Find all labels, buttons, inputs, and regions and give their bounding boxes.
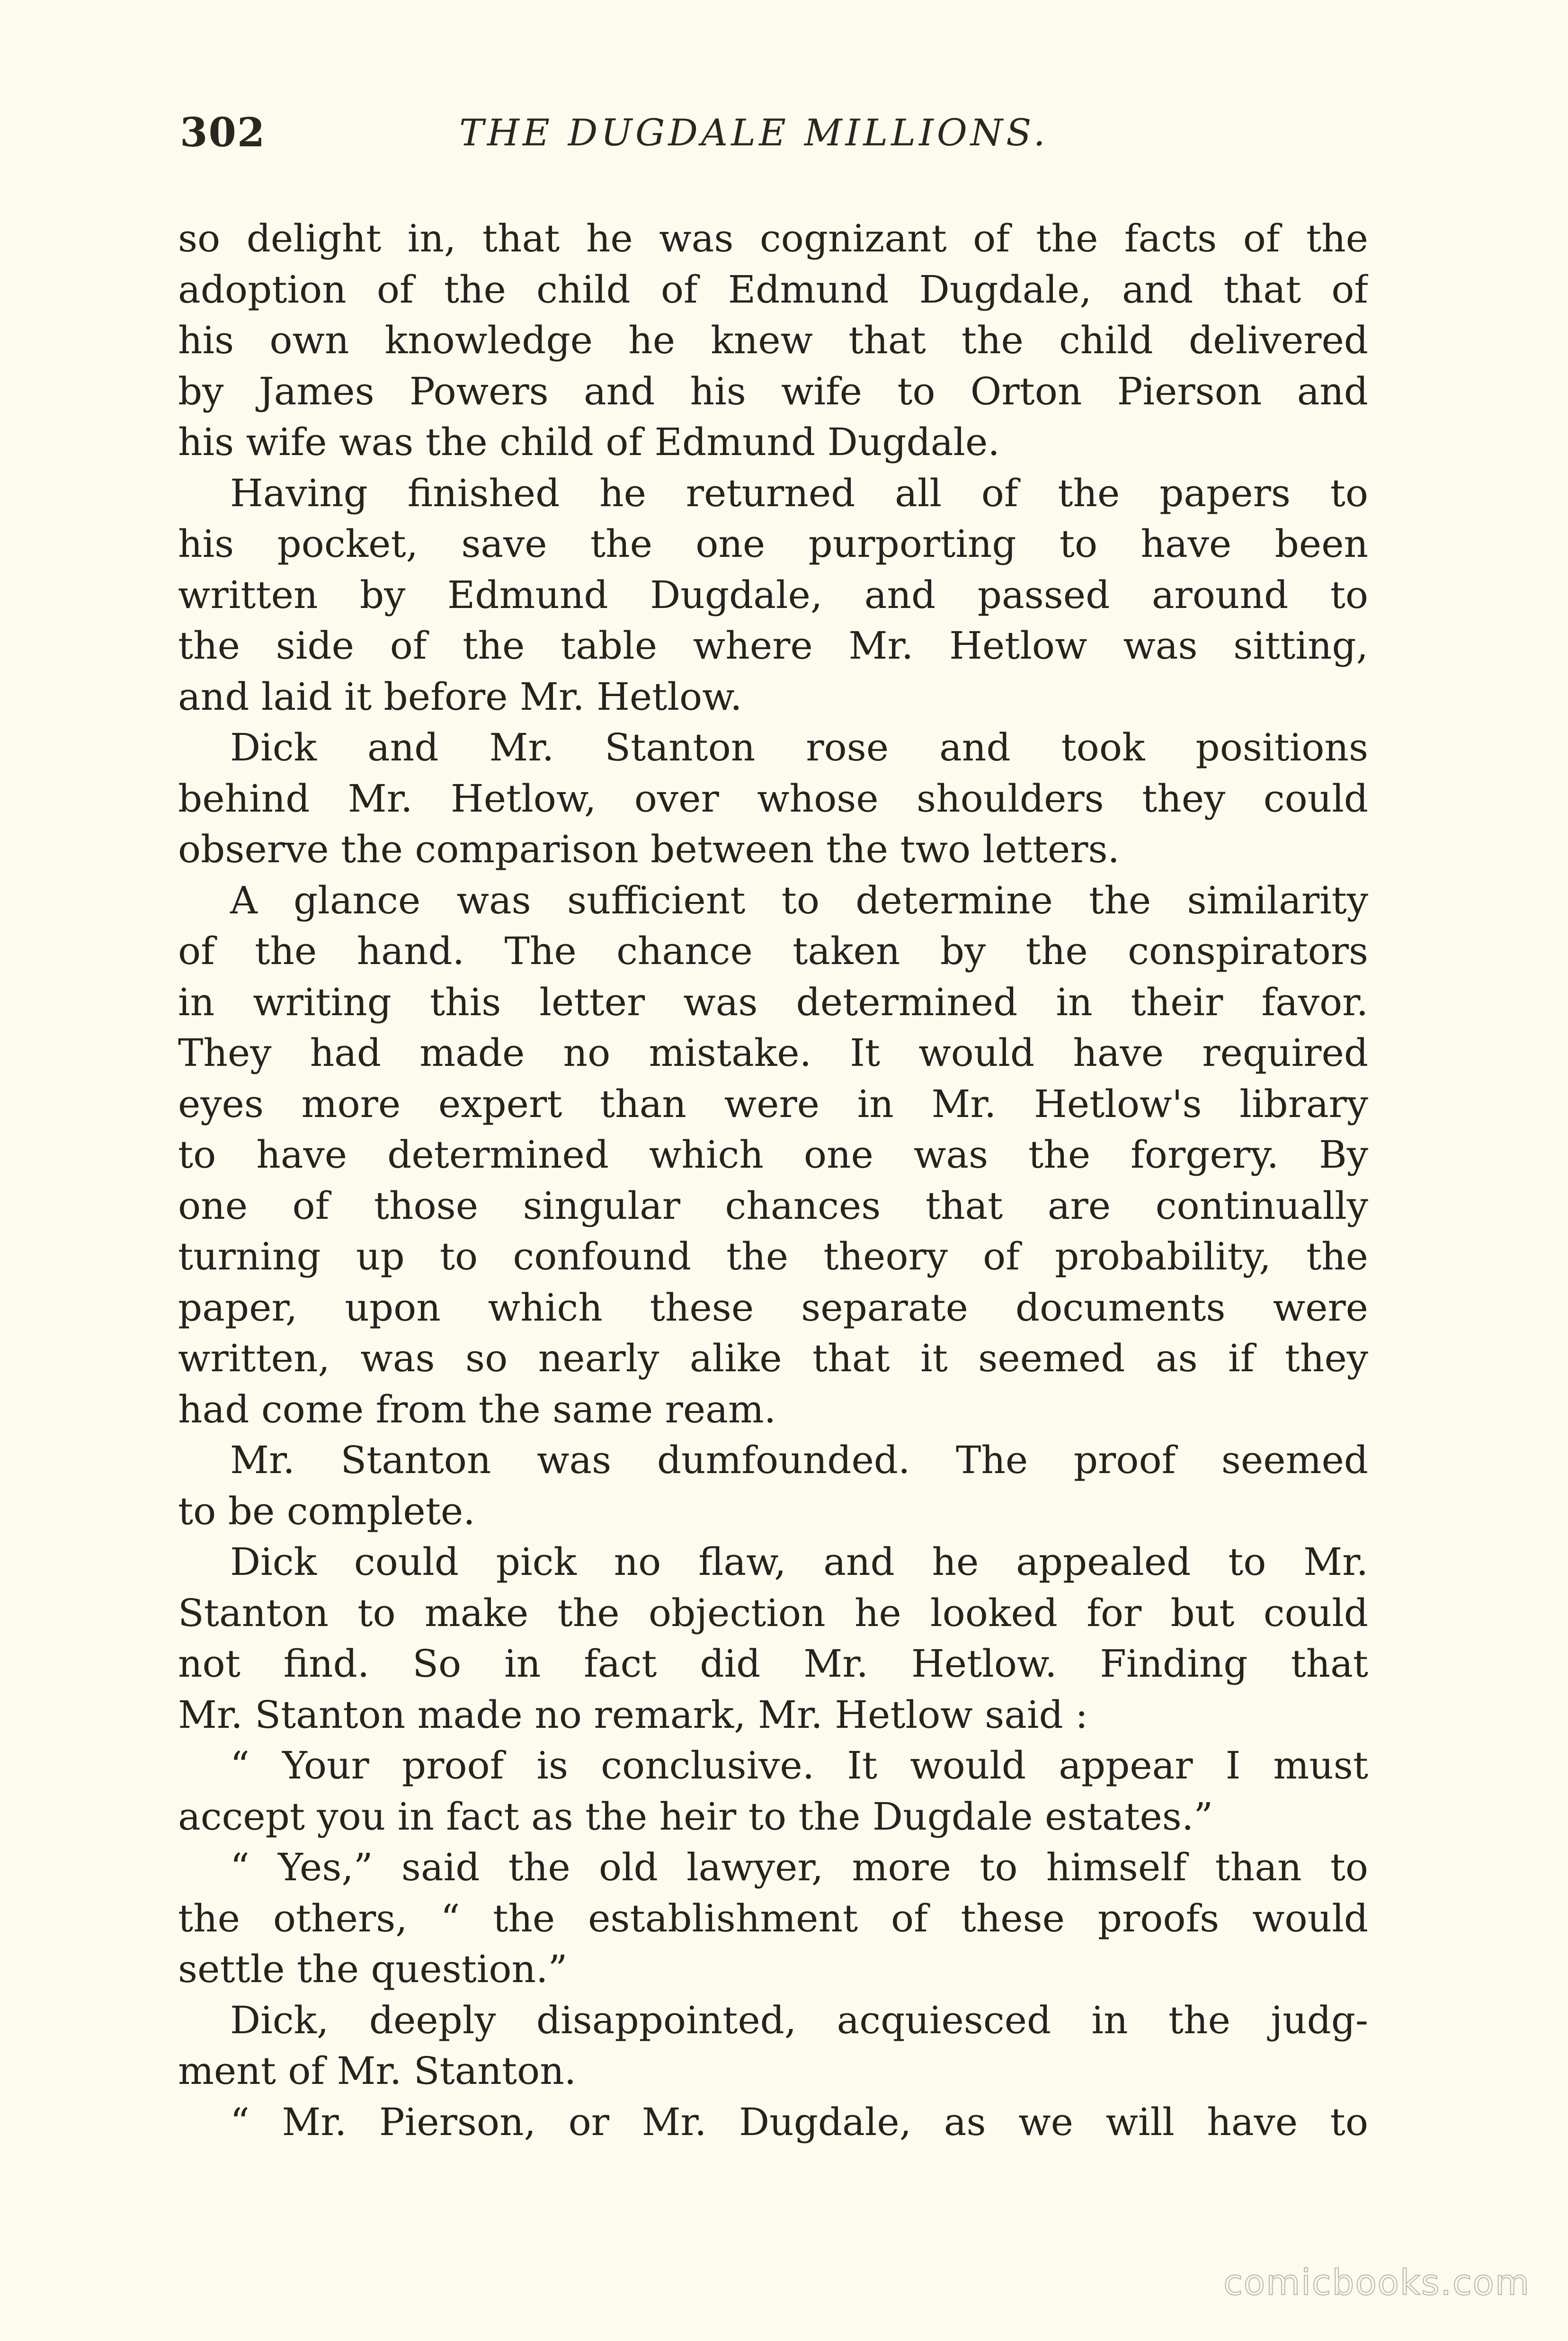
text-line: in writing this letter was determined in their favor. <box>178 980 1368 1024</box>
text-line: Dick, deeply disappointed, acquiesced in the judg- <box>230 1998 1368 2042</box>
text-line: his wife was the child of Edmund Dugdale. <box>178 420 1000 464</box>
text-line: behind Mr. Hetlow, over whose shoulders they could <box>178 776 1368 821</box>
text-line: had come from the same ream. <box>178 1387 776 1431</box>
text-line: accept you in fact as the heir to the Dugdale estates.” <box>178 1794 1213 1839</box>
text-line: “ Yes,” said the old lawyer, more to himself than to <box>230 1845 1368 1889</box>
text-line: one of those singular chances that are continually <box>178 1183 1368 1228</box>
text-line: so delight in, that he was cognizant of the facts of the <box>178 216 1368 260</box>
running-head <box>180 109 1368 170</box>
text-line: They had made no mistake. It would have required <box>178 1031 1368 1075</box>
text-line: adoption of the child of Edmund Dugdale, and that of <box>178 267 1368 312</box>
book-title: THE DUGDALE MILLIONS. <box>459 112 1049 154</box>
text-line: written, was so nearly alike that it seemed as if they <box>178 1336 1368 1380</box>
text-line: Dick and Mr. Stanton rose and took positions <box>230 725 1368 769</box>
text-line: paper, upon which these separate documents were <box>178 1285 1368 1330</box>
text-line: eyes more expert than were in Mr. Hetlow's library <box>178 1081 1368 1126</box>
text-line: ment of Mr. Stanton. <box>178 2049 577 2093</box>
text-line: to be complete. <box>178 1489 475 1533</box>
body-text <box>178 213 1368 2147</box>
text-line: Mr. Stanton was dumfounded. The proof seemed <box>230 1438 1368 1482</box>
text-line: “ Mr. Pierson, or Mr. Dugdale, as we will have to <box>230 2100 1368 2144</box>
text-line: A glance was sufficient to determine the similarity <box>230 878 1368 922</box>
text-line: his pocket, save the one purporting to have been <box>178 522 1368 566</box>
text-line: to have determined which one was the forgery. By <box>178 1133 1368 1177</box>
text-line: not find. So in fact did Mr. Hetlow. Finding that <box>178 1642 1368 1686</box>
text-line: by James Powers and his wife to Orton Pierson and <box>178 369 1368 413</box>
text-line: Mr. Stanton made no remark, Mr. Hetlow said : <box>178 1692 1088 1737</box>
text-line: and laid it before Mr. Hetlow. <box>178 674 742 719</box>
text-line: turning up to confound the theory of probability, the <box>178 1234 1368 1278</box>
page-number: 302 <box>180 109 266 156</box>
text-line: written by Edmund Dugdale, and passed around to <box>178 572 1368 617</box>
text-line: his own knowledge he knew that the child delivered <box>178 318 1368 362</box>
text-line: “ Your proof is conclusive. It would appear I must <box>230 1743 1368 1787</box>
text-line: Having finished he returned all of the papers to <box>230 471 1368 515</box>
text-line: the others, “ the establishment of these proofs would <box>178 1896 1368 1940</box>
text-line: Stanton to make the objection he looked for but could <box>178 1590 1368 1635</box>
text-line: observe the comparison between the two letters. <box>178 827 1120 871</box>
text-line: of the hand. The chance taken by the conspirators <box>178 929 1368 973</box>
watermark-logo: comicbooks.com <box>1223 2262 1530 2303</box>
text-line: Dick could pick no flaw, and he appealed to Mr. <box>230 1540 1368 1584</box>
text-line: settle the question.” <box>178 1947 568 1991</box>
text-line: the side of the table where Mr. Hetlow was sitting, <box>178 624 1368 668</box>
